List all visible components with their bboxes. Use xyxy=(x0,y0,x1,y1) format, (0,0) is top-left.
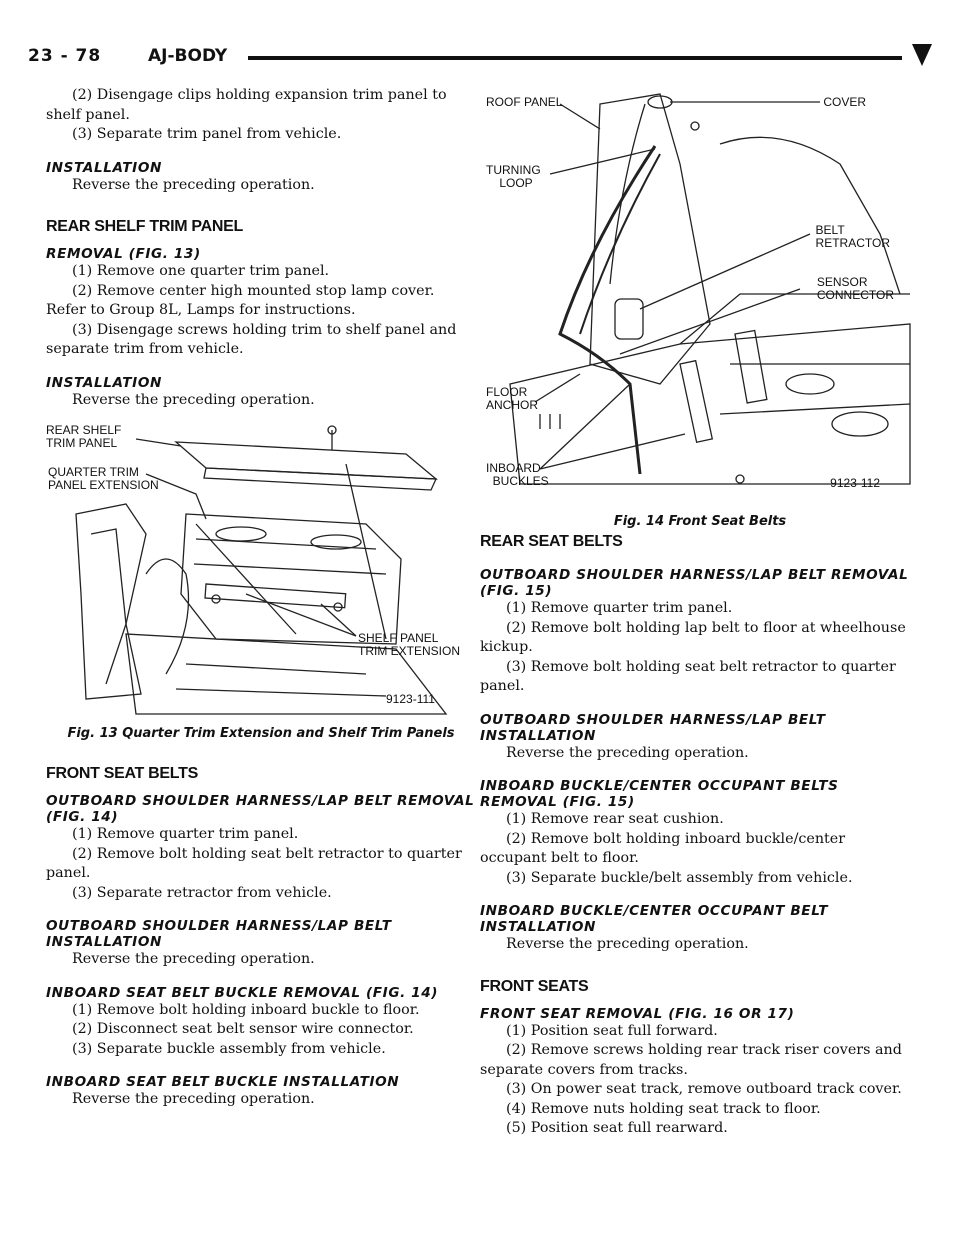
step-text: Reverse the preceding operation. xyxy=(72,176,315,193)
step-text: (3) Disengage screws holding trim to shelf panel and separate trim from vehicle. xyxy=(46,321,457,357)
step-text: (1) Remove rear seat cushion. xyxy=(506,811,724,827)
subheading-outboard-removal-fig14: OUTBOARD SHOULDER HARNESS/LAP BELT REMOVAL (FIG. 14) xyxy=(46,793,475,825)
subheading-outboard-removal-fig15: OUTBOARD SHOULDER HARNESS/LAP BELT REMOVAL (FIG. 15) xyxy=(480,567,909,599)
label-belt-retractor: BELT RETRACTOR xyxy=(815,223,890,250)
left-column xyxy=(46,86,476,1110)
step-text: (3) Separate trim panel from vehicle. xyxy=(72,126,342,142)
step-text: (3) On power seat track, remove outboard track cover. xyxy=(506,1081,902,1097)
step-text: Reverse the preceding operation. xyxy=(506,744,749,761)
label-floor-anchor: FLOOR ANCHOR xyxy=(486,385,539,412)
step-text: (3) Separate buckle/belt assembly from vehicle. xyxy=(506,869,853,886)
step-text: (1) Position seat full forward. xyxy=(506,1022,718,1039)
belt-webbing xyxy=(560,146,655,474)
step-text: Reverse the preceding operation. xyxy=(72,951,315,967)
label-turning-loop: TURNING LOOP xyxy=(486,163,541,190)
step-text: Reverse the preceding operation. xyxy=(506,936,749,952)
quarter-pillar xyxy=(590,94,710,384)
subheading-outboard-installation: OUTBOARD SHOULDER HARNESS/LAP BELT INSTALLATION xyxy=(46,918,392,950)
figure-code: 9123-111 xyxy=(386,692,435,706)
heading-front-seats: FRONT SEATS xyxy=(480,977,589,995)
step-text: (4) Remove nuts holding seat track to floor. xyxy=(506,1100,821,1117)
step-text: (1) Remove quarter trim panel. xyxy=(506,600,733,616)
label-cover: COVER xyxy=(823,95,866,109)
figure-code: 9123-112 xyxy=(830,476,880,490)
step-text: (2) Remove bolt holding lap belt to floor at wheelhouse kickup. xyxy=(480,619,906,655)
subheading-inboard-center-installation: INBOARD BUCKLE/CENTER OCCUPANT BELT INSTALLATION xyxy=(480,903,829,935)
label-roof-panel: ROOF PANEL xyxy=(486,95,563,109)
subheading-inboard-buckle-removal: INBOARD SEAT BELT BUCKLE REMOVAL (FIG. 14) xyxy=(46,984,439,1001)
label-sensor-connector: SENSOR CONNECTOR xyxy=(816,275,894,302)
header-rule xyxy=(248,56,902,60)
subheading-inboard-buckle-installation: INBOARD SEAT BELT BUCKLE INSTALLATION xyxy=(46,1074,400,1090)
subheading-removal-fig13: REMOVAL (FIG. 13) xyxy=(46,246,201,262)
step-text: (2) Remove center high mounted stop lamp cover. Refer to Group 8L, Lamps for instructions. xyxy=(46,282,435,318)
figure-13-illustration xyxy=(46,424,476,724)
subheading-outboard-installation: OUTBOARD SHOULDER HARNESS/LAP BELT INSTALLATION xyxy=(480,711,826,744)
label-rear-shelf-trim-panel: REAR SHELF TRIM PANEL xyxy=(46,423,122,450)
heading-rear-seat-belts: REAR SEAT BELTS xyxy=(480,533,623,550)
subheading-inboard-center-removal: INBOARD BUCKLE/CENTER OCCUPANT BELTS REMOVAL (FIG. 15) xyxy=(480,778,839,810)
heading-rear-shelf-trim-panel: REAR SHELF TRIM PANEL xyxy=(46,218,243,235)
step-text: (2) Remove bolt holding inboard buckle/center occupant belt to floor. xyxy=(480,830,846,866)
step-text: (1) Remove bolt holding inboard buckle to floor. xyxy=(72,1001,420,1018)
figure-14-illustration xyxy=(480,84,920,529)
subheading-installation: INSTALLATION xyxy=(46,374,162,391)
page-number: 23 - 78 xyxy=(28,46,102,66)
subheading-front-seat-removal: FRONT SEAT REMOVAL (FIG. 16 OR 17) xyxy=(480,1005,795,1022)
step-text: (1) Remove one quarter trim panel. xyxy=(72,263,330,279)
label-quarter-trim-extension: QUARTER TRIM PANEL EXTENSION xyxy=(48,465,159,492)
step-text: (1) Remove quarter trim panel. xyxy=(72,826,299,842)
step-text: Reverse the preceding operation. xyxy=(72,1091,315,1107)
step-text: (2) Disengage clips holding expansion trim panel to shelf panel. xyxy=(46,87,447,123)
step-text: Reverse the preceding operation. xyxy=(72,391,315,408)
subheading-installation: INSTALLATION xyxy=(46,159,162,176)
page-header xyxy=(28,44,932,72)
shelf-trim-outline xyxy=(176,442,436,479)
step-text: (5) Position seat full rearward. xyxy=(506,1120,728,1136)
step-text: (2) Disconnect seat belt sensor wire connector. xyxy=(72,1021,414,1037)
right-column xyxy=(480,532,910,1139)
step-text: (3) Separate retractor from vehicle. xyxy=(72,884,332,901)
step-text: (3) Separate buckle assembly from vehicle. xyxy=(72,1040,386,1057)
triangle-marker-icon xyxy=(912,44,932,66)
label-inboard-buckles: INBOARD BUCKLES xyxy=(486,461,549,488)
figure-14-caption: Fig. 14 Front Seat Belts xyxy=(613,514,787,529)
figure-13-caption: Fig. 13 Quarter Trim Extension and Shelf Trim Panels xyxy=(67,726,455,741)
step-text: (2) Remove screws holding rear track riser covers and separate covers from tracks. xyxy=(480,1042,902,1078)
step-text: (3) Remove bolt holding seat belt retractor to quarter panel. xyxy=(480,658,896,694)
heading-front-seat-belts: FRONT SEAT BELTS xyxy=(46,765,198,782)
step-text: (2) Remove bolt holding seat belt retractor to quarter panel. xyxy=(46,845,462,881)
section-name: AJ-BODY xyxy=(148,46,228,66)
label-shelf-panel-trim-extension: SHELF PANEL TRIM EXTENSION xyxy=(358,631,461,658)
